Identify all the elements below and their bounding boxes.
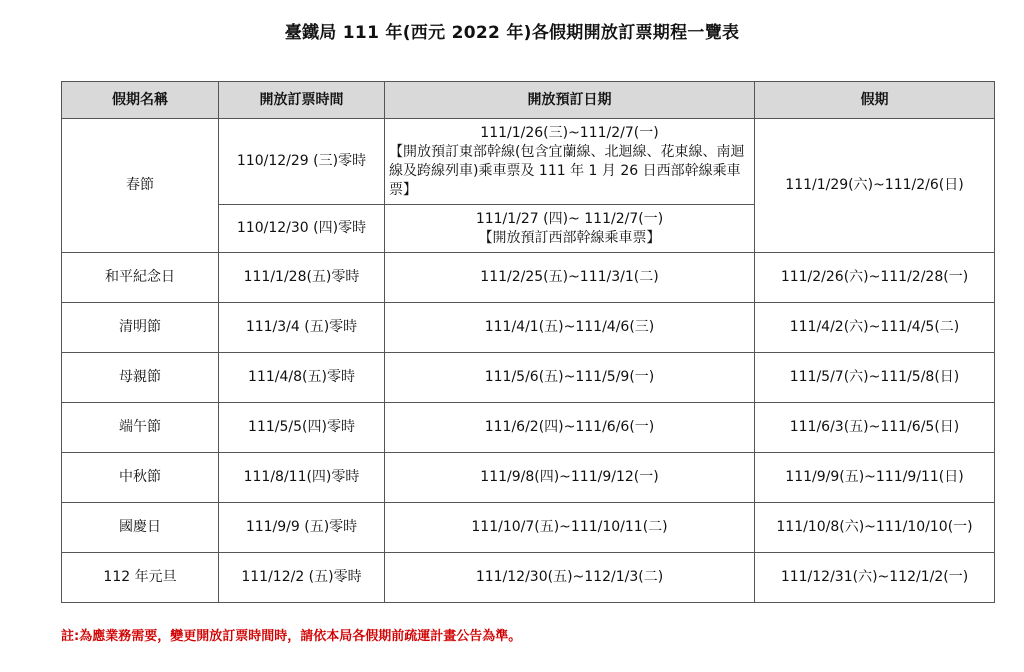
cell-booking-dates: 111/12/30(五)~112/1/3(二) bbox=[385, 553, 755, 603]
cell-booking-dates: 111/10/7(五)~111/10/11(二) bbox=[385, 503, 755, 553]
table-row bbox=[62, 553, 995, 603]
page-title: 臺鐵局 111 年(西元 2022 年)各假期開放訂票期程一覽表 bbox=[284, 23, 740, 43]
cell-holiday-name: 母親節 bbox=[62, 353, 219, 403]
cell-booking-dates: 111/6/2(四)~111/6/6(一) bbox=[385, 403, 755, 453]
cell-holiday-period: 111/9/9(五)~111/9/11(日) bbox=[755, 453, 995, 503]
cell-holiday-period: 111/12/31(六)~112/1/2(一) bbox=[755, 553, 995, 603]
table-row bbox=[62, 503, 995, 553]
table-row bbox=[62, 403, 995, 453]
cell-open-time: 111/5/5(四)零時 bbox=[219, 403, 385, 453]
cell-holiday-name: 112 年元旦 bbox=[62, 553, 219, 603]
cell-holiday-name: 春節 bbox=[62, 119, 219, 253]
header-open-time: 開放訂票時間 bbox=[219, 82, 385, 119]
footnote: 註:為應業務需要，變更開放訂票時間時，請依本局各假期前疏運計畫公告為準。 bbox=[61, 629, 522, 644]
cell-booking-dates bbox=[385, 119, 755, 205]
booking-note: 【開放預訂東部幹線(包含宜蘭線、北迴線、花東線、南迴線及跨線列車)乘車票及 111 年 1 月 26 日西部幹線乘車票】 bbox=[389, 143, 745, 198]
header-holiday-period: 假期 bbox=[755, 82, 995, 119]
cell-open-time: 111/1/28(五)零時 bbox=[219, 253, 385, 303]
cell-booking-dates: 111/5/6(五)~111/5/9(一) bbox=[385, 353, 755, 403]
table-row-spring-festival-phase1 bbox=[62, 119, 995, 205]
cell-booking-dates: 111/4/1(五)~111/4/6(三) bbox=[385, 303, 755, 353]
table-row bbox=[62, 353, 995, 403]
booking-dates-text: 111/1/27 (四)~ 111/2/7(一) bbox=[475, 210, 664, 227]
cell-holiday-period: 111/5/7(六)~111/5/8(日) bbox=[755, 353, 995, 403]
table-header-row bbox=[62, 82, 995, 119]
cell-holiday-name: 和平紀念日 bbox=[62, 253, 219, 303]
cell-booking-dates: 111/9/8(四)~111/9/12(一) bbox=[385, 453, 755, 503]
table-row bbox=[62, 253, 995, 303]
header-booking-dates: 開放預訂日期 bbox=[385, 82, 755, 119]
booking-dates-text: 111/1/26(三)~111/2/7(一) bbox=[480, 124, 659, 141]
cell-holiday-period: 111/1/29(六)~111/2/6(日) bbox=[755, 119, 995, 253]
cell-holiday-name: 清明節 bbox=[62, 303, 219, 353]
cell-open-time: 111/9/9 (五)零時 bbox=[219, 503, 385, 553]
booking-note: 【開放預訂西部幹線乘車票】 bbox=[478, 229, 661, 246]
cell-holiday-name: 中秋節 bbox=[62, 453, 219, 503]
holiday-booking-table bbox=[61, 81, 995, 603]
cell-booking-dates: 111/2/25(五)~111/3/1(二) bbox=[385, 253, 755, 303]
cell-open-time: 111/8/11(四)零時 bbox=[219, 453, 385, 503]
cell-holiday-period: 111/4/2(六)~111/4/5(二) bbox=[755, 303, 995, 353]
cell-booking-dates bbox=[385, 205, 755, 253]
cell-open-time: 110/12/30 (四)零時 bbox=[219, 205, 385, 253]
header-holiday-name: 假期名稱 bbox=[62, 82, 219, 119]
table-row bbox=[62, 303, 995, 353]
cell-holiday-period: 111/6/3(五)~111/6/5(日) bbox=[755, 403, 995, 453]
cell-holiday-name: 端午節 bbox=[62, 403, 219, 453]
cell-open-time: 111/4/8(五)零時 bbox=[219, 353, 385, 403]
cell-open-time: 111/3/4 (五)零時 bbox=[219, 303, 385, 353]
cell-holiday-period: 111/10/8(六)~111/10/10(一) bbox=[755, 503, 995, 553]
cell-holiday-name: 國慶日 bbox=[62, 503, 219, 553]
table-row bbox=[62, 453, 995, 503]
cell-holiday-period: 111/2/26(六)~111/2/28(一) bbox=[755, 253, 995, 303]
cell-open-time: 110/12/29 (三)零時 bbox=[219, 119, 385, 205]
cell-open-time: 111/12/2 (五)零時 bbox=[219, 553, 385, 603]
